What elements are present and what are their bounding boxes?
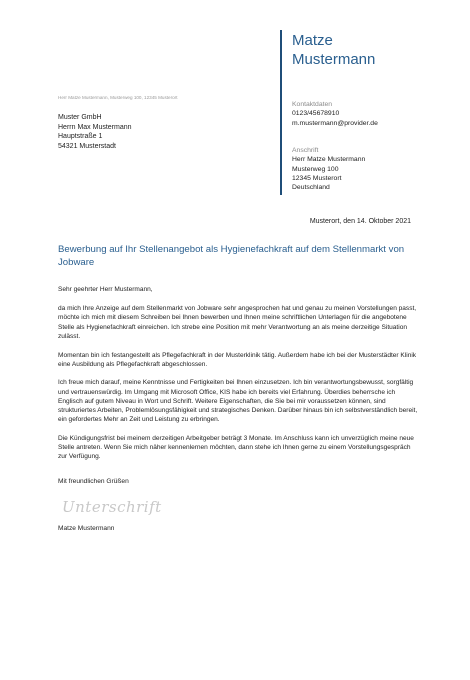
letter-body xyxy=(58,285,418,471)
contact-label: Kontaktdaten xyxy=(292,101,333,108)
recipient-company: Muster GmbH xyxy=(58,114,102,121)
signature: Unterschrift xyxy=(62,498,162,516)
sender-name xyxy=(292,31,375,69)
address-label: Anschrift xyxy=(292,147,319,154)
address-country: Deutschland xyxy=(292,184,330,192)
header-accent-bar xyxy=(280,30,282,195)
recipient-street: Hauptstraße 1 xyxy=(58,133,103,141)
contact-block xyxy=(292,100,378,128)
letter-date: Musterort, den 14. Oktober 2021 xyxy=(309,218,411,225)
address-name: Herr Matze Mustermann xyxy=(292,156,366,164)
body-paragraph: da mich Ihre Anzeige auf dem Stellenmarkt von Jobware sehr angesprochen hat und genau zu meinen Vorstellungen passt, möchte ich mich mit diesem Schreiben bei Ihnen bewerben und Ihnen meine schriftlichen Unterlagen für die angebotene Stelle als Hygienefachkraft einreichen. Ich strebe eine Position mit mehr Verantwortung an als meine derzeitige Situation zulässt. xyxy=(58,305,417,340)
address-street: Musterweg 100 xyxy=(292,165,339,173)
recipient-address xyxy=(58,113,132,151)
recipient-city: 54321 Musterstadt xyxy=(58,142,116,150)
sender-return-address: Herr Matze Mustermann, Musterweg 100, 12345 Musterort xyxy=(58,95,178,100)
salutation: Sehr geehrter Herr Mustermann, xyxy=(58,286,153,293)
letter-subject: Bewerbung auf Ihr Stellenangebot als Hygienefachkraft auf dem Stellenmarkt von Jobware xyxy=(58,244,405,269)
address-block xyxy=(292,146,365,192)
closing: Mit freundlichen Grüßen xyxy=(58,478,129,485)
contact-phone: 0123/45678910 xyxy=(292,110,340,118)
body-paragraph: Die Kündigungsfrist bei meinem derzeitigen Arbeitgeber beträgt 3 Monate. Im Anschluss kann ich unverzüglich meine neue Stelle antreten. Wenn Sie mich näher kennenlernen möchten, dann stehe ich Ihnen gerne zu einem Vorstellungsgespräch zur Verfügung. xyxy=(58,434,414,461)
sender-first-name: Matze xyxy=(292,32,333,49)
signer-name: Matze Mustermann xyxy=(58,525,115,532)
body-paragraph: Momentan bin ich festangestellt als Pflegefachkraft in der Musterklinik tätig. Außerdem habe ich bei der Musterstädter Klinik eine Ausbildung als Pflegefachkraft abgeschlossen. xyxy=(58,351,417,368)
address-city: 12345 Musterort xyxy=(292,174,342,182)
recipient-person: Herrn Max Mustermann xyxy=(58,123,132,131)
body-paragraph: Ich freue mich darauf, meine Kenntnisse und Fertigkeiten bei Ihnen einzusetzen. Ich bin verantwortungsbewusst, sorgfältig und vertrauenswürdig. Im Umgang mit Microsoft Office, KIS habe ich bereits viel Erfahrung. Überdies beherrsche ich Englisch auf gutem Niveau in Wort und Schrift. Weitere Eigenschaften, die Sie bei mir voraussetzen können, sind strukturiertes Arbeiten, Problemlösungsfähigkeit und strategisches Denken. Darüber hinaus bin ich selbstverständlich bereit, ein gefordertes Mehr an Zeit und Leistung zu erbringen. xyxy=(58,379,418,424)
contact-email: m.mustermann@provider.de xyxy=(292,119,378,127)
sender-last-name: Mustermann xyxy=(292,51,376,68)
